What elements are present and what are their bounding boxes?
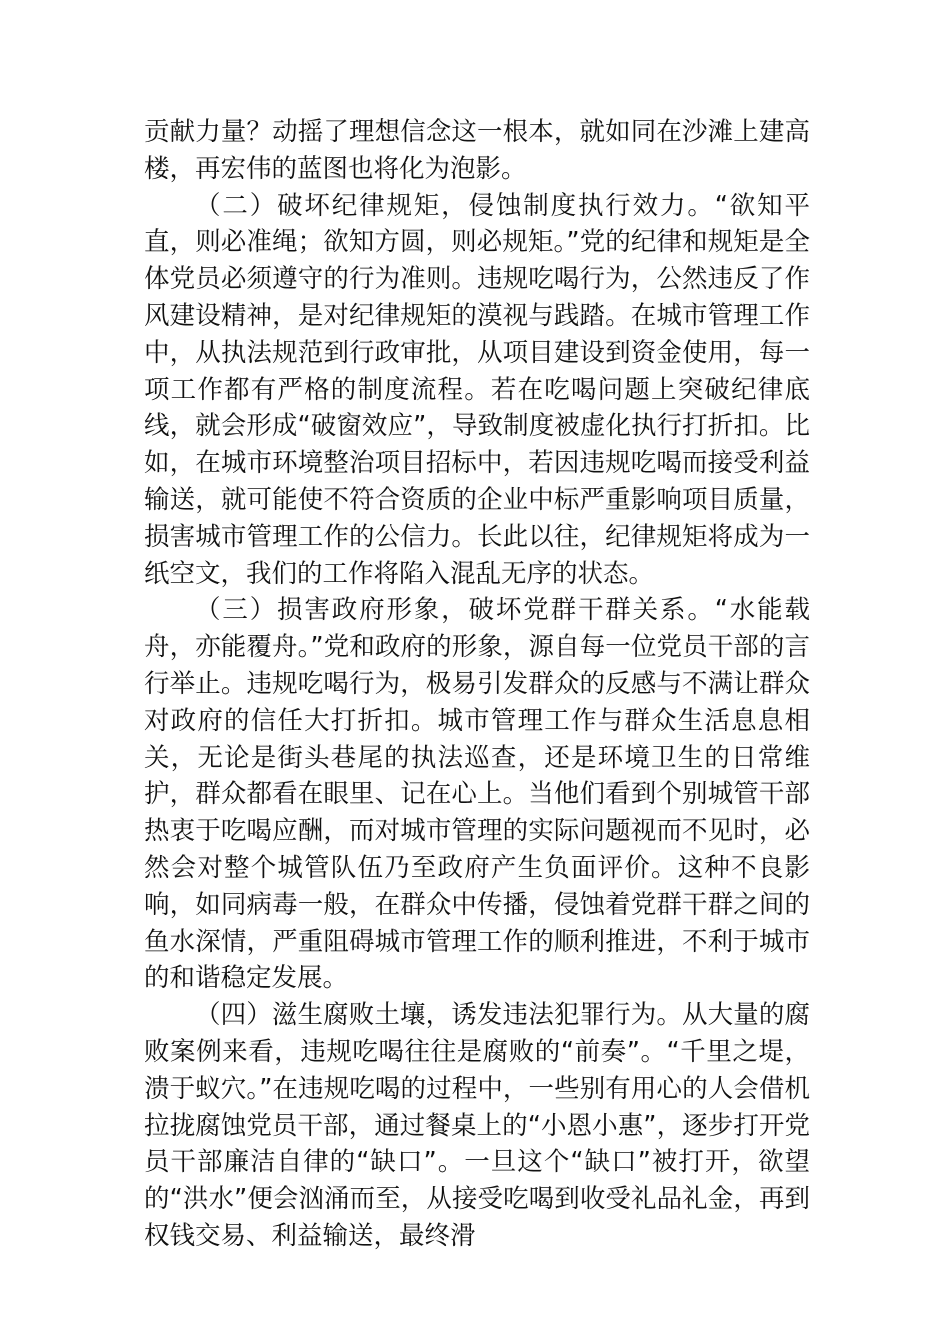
paragraph-continuation: 贡献力量？动摇了理想信念这一根本，就如同在沙滩上建高楼，再宏伟的蓝图也将化为泡影。	[144, 117, 810, 184]
paragraph-section-two: （二）破坏纪律规矩，侵蚀制度执行效力。“欲知平直，则必准绳；欲知方圆，则必规矩。”党的纪律和规矩是全体党员必须遵守的行为准则。违规吃喝行为，公然违反了作风建设精神，是对纪律规矩的漠视与践踏。在城市管理工作中，从执法规范到行政审批，从项目建设到资金使用，每一项工作都有严格的制度流程。若在吃喝问题上突破纪律底线，就会形成“破窗效应”，导致制度被虚化执行打折扣。比如，在城市环境整治项目招标中，若因违规吃喝而接受利益输送，就可能使不符合资质的企业中标严重影响项目质量，损害城市管理工作的公信力。长此以往，纪律规矩将成为一纸空文，我们的工作将陷入混乱无序的状态。	[144, 190, 810, 589]
paragraph-section-four: （四）滋生腐败土壤，诱发违法犯罪行为。从大量的腐败案例来看，违规吃喝往往是腐败的“前奏”。“千里之堤，溃于蚁穴。”在违规吃喝的过程中，一些别有用心的人会借机拉拢腐蚀党员干部，通过餐桌上的“小恩小惠”，逐步打开党员干部廉洁自律的“缺口”。一旦这个“缺口”被打开，欲望的“洪水”便会汹涌而至，从接受吃喝到收受礼品礼金，再到权钱交易、利益输送，最终滑	[144, 1000, 810, 1251]
document-body	[144, 114, 810, 1255]
paragraph-section-three: （三）损害政府形象，破坏党群干群关系。“水能载舟，亦能覆舟。”党和政府的形象，源自每一位党员干部的言行举止。违规吃喝行为，极易引发群众的反感与不满让群众对政府的信任大打折扣。城市管理工作与群众生活息息相关，无论是街头巷尾的执法巡查，还是环境卫生的日常维护，群众都看在眼里、记在心上。当他们看到个别城管干部热衷于吃喝应酬，而对城市管理的实际问题视而不见时，必然会对整个城管队伍乃至政府产生负面评价。这种不良影响，如同病毒一般，在群众中传播，侵蚀着党群干群之间的鱼水深情，严重阻碍城市管理工作的顺利推进，不利于城市的和谐稳定发展。	[144, 595, 810, 994]
